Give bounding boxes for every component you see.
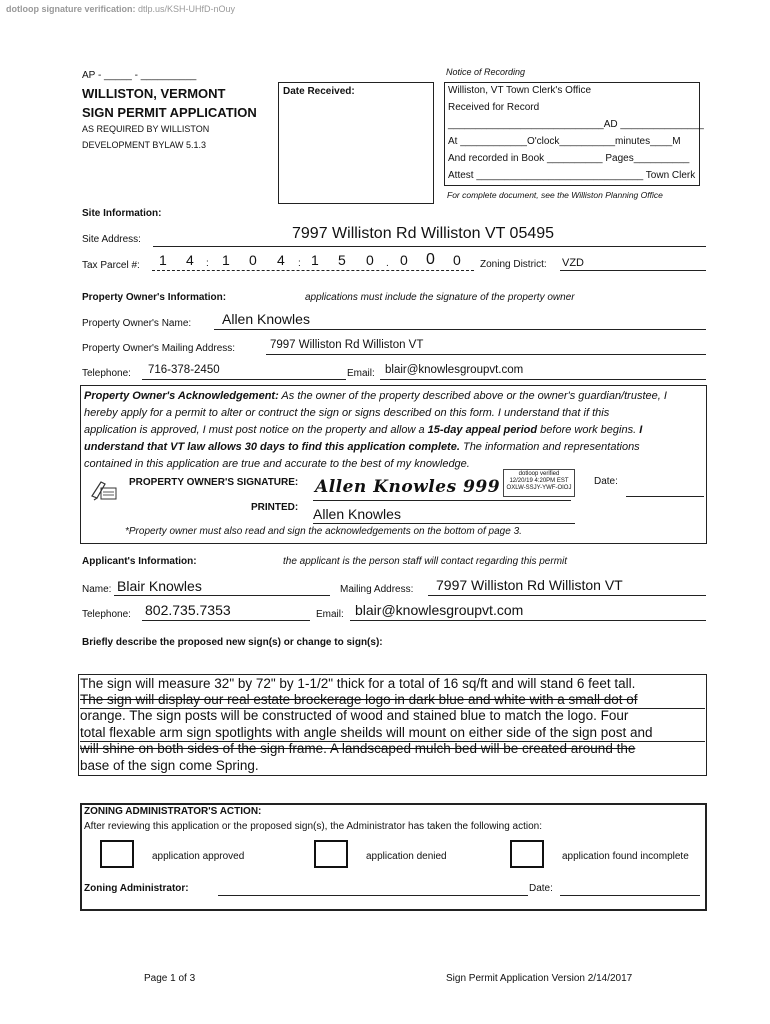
dotloop-verified-stamp [503,469,575,497]
site-info-heading: Site Information: [82,208,162,219]
parcel-digit: 1 [159,252,167,268]
owner-name-label: Property Owner's Name: [82,318,192,329]
owner-acknowledgement-box [80,385,707,544]
owner-phone-field[interactable]: 716-378-2450 [148,364,220,376]
form-title-line2: SIGN PERMIT APPLICATION [82,105,257,120]
zoning-admin-box [80,803,707,911]
site-address-field[interactable]: 7997 Williston Rd Williston VT 05495 [292,225,555,242]
ack-appeal-period: 15-day appeal period [427,424,538,436]
ack-text: The information and representations [462,441,640,453]
dotloop-verification [6,4,235,14]
town-clerk-box [444,82,704,186]
owner-signature-field[interactable] [313,472,571,502]
page-number: Page 1 of 3 [144,973,196,984]
description-line: total flexable arm sign spotlights with angle sheilds will mount on either side of the sign post and [80,725,653,740]
ack-vt-law: understand that VT law allows 30 days to find this application complete. [84,441,460,453]
zoning-district-label: Zoning District: [480,259,547,270]
zoning-date-label: Date: [529,883,553,894]
owner-signature-script: Allen Knowles 999 [315,477,501,497]
ack-text: I [639,424,643,436]
date-received-label: Date Received: [283,86,355,97]
zoning-date-field[interactable] [560,895,700,896]
applicant-name-label: Name: [82,584,112,595]
owner-date-label: Date: [594,476,618,487]
ack-text: application is approved, I must post notice on the property and allow a [84,424,425,436]
incomplete-checkbox[interactable] [510,840,544,868]
owner-email-label: Email: [347,368,375,379]
parcel-digit: 5 [338,252,346,268]
owner-name-field[interactable]: Allen Knowles [222,311,310,327]
ack-text: contained in this application are true and accurate to the best of my knowledge. [84,458,470,470]
description-line: orange. The sign posts will be constructed of wood and stained blue to match the logo. Four [80,708,629,723]
verification-link[interactable]: dtlp.us/KSH-UHfD-nOuy [138,4,236,14]
verification-label: dotloop signature verification: [6,4,136,14]
zoning-district-field[interactable]: VZD [562,257,584,269]
approved-label: application approved [152,851,245,862]
approved-checkbox[interactable] [100,840,134,868]
parcel-digit: 1 [311,252,319,268]
incomplete-label: application found incomplete [562,851,689,862]
parcel-digit: 0 [366,252,374,268]
zoning-admin-heading: ZONING ADMINISTRATOR'S ACTION: [84,806,262,817]
description-line: base of the sign come Spring. [80,758,259,773]
owner-email-field[interactable]: blair@knowlesgroupvt.com [385,364,524,376]
owner-info-note: applications must include the signature of the property owner [305,292,575,303]
owner-signature-label: PROPERTY OWNER'S SIGNATURE: [129,477,299,488]
date-received-box[interactable] [278,82,434,204]
applicant-mailing-field[interactable]: 7997 Williston Rd Williston VT [436,577,623,593]
owner-phone-label: Telephone: [82,368,131,379]
dotloop-stamp-text: OXLW-SSJY-YWF-OIOJ [506,485,572,491]
site-address-label: Site Address: [82,234,141,245]
parcel-digit: 0 [453,252,461,268]
owner-mailing-field[interactable]: 7997 Williston Rd Williston VT [270,339,424,351]
applicant-name-field[interactable]: Blair Knowles [117,578,202,594]
ack-text: before work begins. [540,424,637,436]
parcel-digit: 0 [249,252,257,268]
parcel-digit: 0 [426,251,435,268]
dotloop-stamp-text: 12/20/19 4:20PM EST [509,478,569,484]
complete-document-note: For complete document, see the Williston Planning Office [447,190,663,200]
ack-text: As the owner of the property described above or the owner's guardian/trustee, I [281,390,667,402]
owner-info-heading: Property Owner's Information: [82,292,227,303]
tax-parcel-field[interactable]: 1 4 : 1 0 4 : 1 5 0 . 0 0 0 [159,251,461,269]
applicant-mailing-label: Mailing Address: [340,584,414,595]
clerk-line: And recorded in Book __________ Pages__________ [448,153,690,164]
applicant-email-label: Email: [316,609,344,620]
ack-heading: Property Owner's Acknowledgement: [84,390,279,402]
ack-text: hereby apply for a permit to alter or contruct the sign or signs described on this form. I understand that if this [84,407,610,419]
printed-label: PRINTED: [251,502,299,513]
bylaw-note-line2: DEVELOPMENT BYLAW 5.1.3 [82,140,207,150]
clerk-line: Received for Record [448,102,540,113]
clerk-line: Attest ______________________________ Town Clerk [448,170,696,181]
form-version: Sign Permit Application Version 2/14/2017 [446,973,633,984]
clerk-line: Williston, VT Town Clerk's Office [448,85,592,96]
applicant-phone-field[interactable]: 802.735.7353 [145,602,231,618]
zoning-admin-label: Zoning Administrator: [84,883,189,894]
parcel-digit: 4 [186,252,194,268]
form-title-line1: WILLISTON, VERMONT [82,86,226,101]
applicant-phone-label: Telephone: [82,609,131,620]
zoning-admin-instructions: After reviewing this application or the proposed sign(s), the Administrator has taken the following action: [84,821,543,832]
denied-checkbox[interactable] [314,840,348,868]
parcel-digit: 1 [222,252,230,268]
describe-heading: Briefly describe the proposed new sign(s) or change to sign(s): [82,637,383,648]
applicant-info-heading: Applicant's Information: [82,556,197,567]
clerk-line: ____________________________AD _______________ [448,119,704,130]
parcel-digit: 0 [400,252,408,268]
parcel-digit: 4 [277,252,285,268]
denied-label: application denied [366,851,447,862]
dotloop-stamp-text: dotloop verified [518,471,560,477]
printed-name-field[interactable]: Allen Knowles [313,506,401,522]
pen-signature-icon [89,474,119,502]
owner-footnote: *Property owner must also read and sign the acknowledgements on the bottom of page 3. [125,526,522,537]
ap-number: AP - _____ - __________ [82,70,197,81]
owner-mailing-label: Property Owner's Mailing Address: [82,343,236,354]
description-line: The sign will measure 32" by 72" by 1-1/2" thick for a total of 16 sq/ft and will stand 6 feet tall. [80,676,636,691]
description-line: will shine on both sides of the sign frame. A landscaped mulch bed will be created around the [80,741,636,756]
notice-of-recording: Notice of Recording [446,67,526,77]
bylaw-note-line1: AS REQUIRED BY WILLISTON [82,124,210,134]
clerk-line: At ____________O'clock__________minutes____M [448,136,681,147]
zoning-admin-field[interactable] [218,895,528,896]
tax-parcel-label: Tax Parcel #: [82,260,140,271]
applicant-email-field[interactable]: blair@knowlesgroupvt.com [355,602,524,618]
description-line: The sign will display our real estate brockerage logo in dark blue and white with a small dot of [80,692,638,707]
applicant-info-note: the applicant is the person staff will contact regarding this permit [283,556,568,567]
